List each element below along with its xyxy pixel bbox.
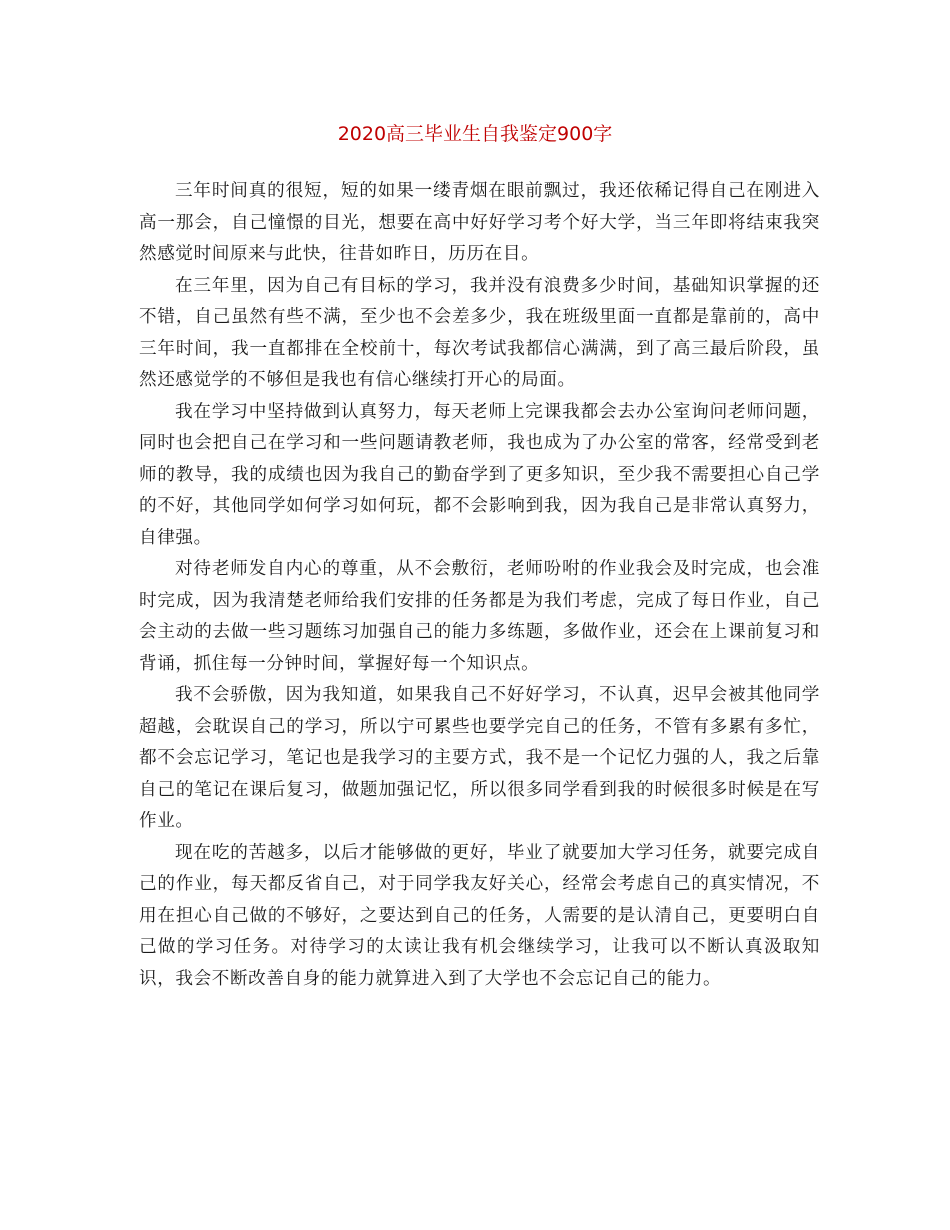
document-title: 2020高三毕业生自我鉴定900字 — [337, 123, 613, 145]
paragraph-4: 对待老师发自内心的尊重，从不会敷衍，老师吩咐的作业我会及时完成，也会准时完成，因为我清楚老师给我们安排的任务都是为我们考虑，完成了每日作业，自己会主动的去做一些习题练习加强自己的能力多练题，多做作业，还会在上课前复习和背诵，抓住每一分钟时间，掌握好每一个知识点。 — [139, 559, 820, 674]
paragraph-5: 我不会骄傲，因为我知道，如果我自己不好好学习，不认真，迟早会被其他同学超越，会耽误自己的学习，所以宁可累些也要学完自己的任务，不管有多累有多忙，都不会忘记学习，笔记也是我学习的主要方式，我不是一个记忆力强的人，我之后靠自己的笔记在课后复习，做题加强记忆，所以很多同学看到我的时候很多时候是在写作业。 — [139, 685, 820, 831]
paragraph-6: 现在吃的苦越多，以后才能够做的更好，毕业了就要加大学习任务，就要完成自己的作业，每天都反省自己，对于同学我友好关心，经常会考虑自己的真实情况，不用在担心自己做的不够好，之要达到自己的任务，人需要的是认清自己，更要明白自己做的学习任务。对待学习的太读让我有机会继续学习，让我可以不断认真汲取知识，我会不断改善自身的能力就算进入到了大学也不会忘记自己的能力。 — [139, 842, 820, 989]
paragraph-1: 三年时间真的很短，短的如果一缕青烟在眼前飘过，我还依稀记得自己在刚进入高一那会，自己憧憬的目光，想要在高中好好学习考个好大学，当三年即将结束我突然感觉时间原来与此快，往昔如昨日，历历在目。 — [139, 181, 820, 264]
paragraph-2: 在三年里，因为自己有目标的学习，我并没有浪费多少时间，基础知识掌握的还不错，自己虽然有些不满，至少也不会差多少，我在班级里面一直都是靠前的，高中三年时间，我一直都排在全校前十，每次考试我都信心满满，到了高三最后阶段，虽然还感觉学的不够但是我也有信心继续打开心的局面。 — [139, 275, 820, 390]
paragraph-3: 我在学习中坚持做到认真努力，每天老师上完课我都会去办公室询问老师问题，同时也会把自己在学习和一些问题请教老师，我也成为了办公室的常客，经常受到老师的教导，我的成绩也因为我自己的勤奋学到了更多知识，至少我不需要担心自己学的不好，其他同学如何学习如何玩，都不会影响到我，因为我自己是非常认真努力，自律强。 — [139, 401, 820, 548]
document-body — [139, 176, 820, 995]
